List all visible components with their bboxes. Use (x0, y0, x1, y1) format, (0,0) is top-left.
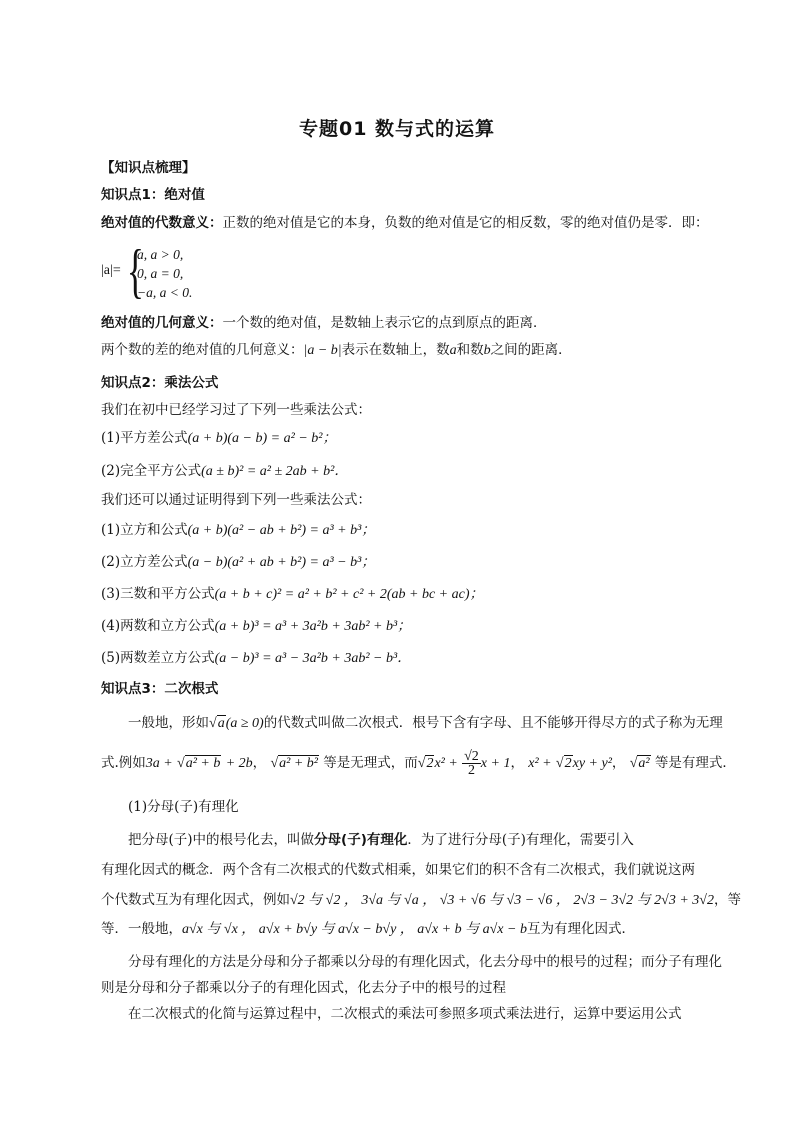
section-header: 【知识点梳理】 (101, 160, 196, 176)
formula-cube-of-sum: (4)两数和立方公式(a + b)³ = a³ + 3a²b + 3ab² + b³； (101, 618, 412, 634)
kp3-paragraph-6: 等．一般地，a√x 与 √x ， a√x + b√y 与 a√x − b√y ， a√x + b 与 a√x − b互为有理化因式． (101, 921, 635, 937)
kp3-paragraph-8: 则是分母和分子都乘以分子的有理化因式，化去分子中的根号的过程 (101, 980, 506, 996)
kp3-paragraph-4: 有理化因式的概念．两个含有二次根式的代数式相乘，如果它们的积不含有二次根式，我们就说这两 (101, 862, 695, 878)
abs-algebraic-meaning: 绝对值的代数意义：正数的绝对值是它的本身，负数的绝对值是它的相反数，零的绝对值仍是零．即： (101, 215, 709, 231)
page-title: 专题01 数与式的运算 (298, 118, 496, 140)
formula-perfect-square: (2)完全平方公式(a ± b)² = a² ± 2ab + b²． (101, 463, 349, 479)
formula-difference-of-squares: (1)平方差公式(a + b)(a − b) = a² − b²； (101, 430, 337, 446)
kp3-paragraph-1: 一般地，形如√a(a ≥ 0)的代数式叫做二次根式．根号下含有字母、且不能够开得尽方的式子称为无理 (128, 715, 723, 731)
kp1-heading: 知识点1：绝对值 (101, 187, 205, 203)
kp3-paragraph-9: 在二次根式的化简与运算过程中，二次根式的乘法可参照多项式乘法进行，运算中要运用公式 (128, 1006, 682, 1022)
abs-difference-meaning: 两个数的差的绝对值的几何意义：|a − b|表示在数轴上，数a和数b之间的距离． (101, 342, 572, 358)
formula-difference-of-cubes: (2)立方差公式(a − b)(a² + ab + b²) = a³ − b³； (101, 554, 376, 570)
kp3-paragraph-3: 把分母(子)中的根号化去，叫做分母(子)有理化．为了进行分母(子)有理化，需要引入 (128, 832, 634, 848)
kp3-paragraph-5: 个代数式互为有理化因式，例如√2 与 √2 ， 3√a 与 √a ， √3 + √6 与 √3 − √6 ， 2√3 − 3√2 与 2√3 + 3√2，等 (101, 892, 741, 908)
kp2-intro2: 我们还可以通过证明得到下列一些乘法公式： (101, 492, 371, 508)
kp3-heading: 知识点3：二次根式 (101, 681, 219, 697)
formula-sum-of-cubes: (1)立方和公式(a + b)(a² − ab + b²) = a³ + b³； (101, 522, 376, 538)
rationalization-subheading: (1)分母(子)有理化 (128, 799, 239, 815)
kp3-paragraph-2: 式.例如3a + √a² + b + 2b， √a² + b² 等是无理式，而√2x² + $\frac{√2}{2}x + 1$， x² + √2xy + y²， √a² 等是有理式． (101, 749, 736, 778)
kp3-paragraph-7: 分母有理化的方法是分母和分子都乘以分母的有理化因式，化去分母中的根号的过程；而分子有理化 (128, 954, 722, 970)
kp2-heading: 知识点2：乘法公式 (101, 375, 219, 391)
abs-geometric-meaning: 绝对值的几何意义：一个数的绝对值，是数轴上表示它的点到原点的距离． (101, 315, 547, 331)
formula-cube-of-difference: (5)两数差立方公式(a − b)³ = a³ − 3a²b + 3ab² − b³． (101, 650, 412, 666)
kp2-intro1: 我们在初中已经学习过了下列一些乘法公式： (101, 402, 371, 418)
formula-trinomial-square: (3)三数和平方公式(a + b + c)² = a² + b² + c² + 2(ab + bc + ac)； (101, 586, 484, 602)
abs-piecewise-formula: |a|= { a, a > 0, 0, a = 0, −a, a < 0. (101, 238, 193, 304)
